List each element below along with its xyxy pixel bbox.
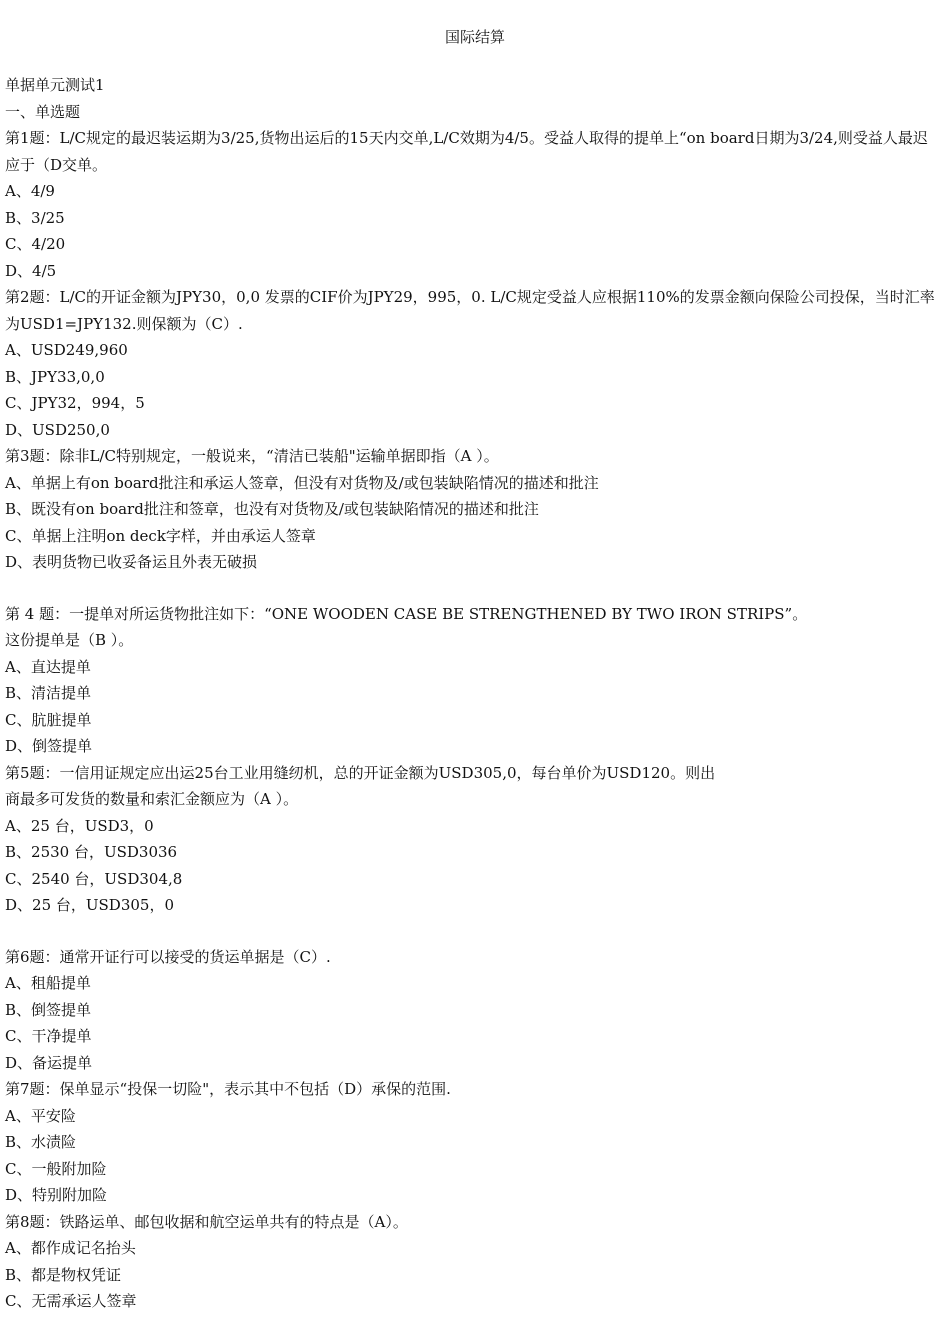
question-block	[5, 125, 940, 284]
answer-option: C、JPY32，994，5	[5, 394, 145, 412]
part-heading: 一、单选题	[5, 102, 81, 121]
answer-option: D、倒签提单	[5, 737, 93, 755]
answer-option: B、既没有on board批注和签章，也没有对货物及/或包装缺陷情况的描述和批注	[5, 500, 539, 518]
answer-option: B、都是物权凭证	[5, 1265, 122, 1284]
spacer	[5, 576, 940, 601]
question-stem-continued: 这份提单是（B ）。	[5, 631, 134, 649]
question-block	[5, 601, 940, 760]
question-block	[5, 443, 940, 576]
question-block	[5, 1076, 940, 1209]
answer-option: A、都作成记名抬头	[5, 1239, 136, 1257]
answer-option: C、单据上注明on deck字样，并由承运人签章	[5, 526, 316, 545]
answer-option: A、平安险	[5, 1106, 76, 1125]
answer-option: D、4/5	[5, 261, 57, 280]
answer-option: A、租船提单	[5, 974, 91, 992]
question-stem: 第 4 题：一提单对所运货物批注如下：“ONE WOODEN CASE BE STRENGTHENED BY TWO IRON STRIPS”。	[5, 604, 808, 623]
answer-option: D、USD250,0	[5, 420, 110, 439]
answer-option: C、肮脏提单	[5, 710, 92, 729]
question-block	[5, 1209, 940, 1315]
question-block	[5, 944, 940, 1077]
document-title: 国际结算	[444, 28, 505, 46]
document-body	[5, 72, 940, 1315]
answer-option: B、水渍险	[5, 1133, 77, 1151]
answer-option: C、2540 台，USD304,8	[5, 869, 183, 888]
answer-option: A、USD249,960	[5, 341, 128, 359]
question-block	[5, 284, 940, 443]
answer-option: A、单据上有on board批注和承运人签章，但没有对货物及/或包装缺陷情况的描述和批注	[5, 473, 599, 492]
answer-option: D、表明货物已收妥备运且外表无破损	[5, 553, 258, 571]
answer-option: B、3/25	[5, 208, 65, 227]
question-stem: 第8题：铁路运单、邮包收据和航空运单共有的特点是（A）。	[5, 1212, 408, 1231]
section-heading: 单据单元测试1	[5, 76, 105, 94]
answer-option: C、无需承运人签章	[5, 1292, 137, 1310]
question-stem: 第5题：一信用证规定应出运25台工业用缝纫机，总的开证金额为USD305,0，每台单价为USD120。则出	[5, 763, 716, 782]
question-block	[5, 760, 940, 919]
answer-option: B、JPY33,0,0	[5, 367, 105, 386]
question-stem: 第6题：通常开证行可以接受的货运单据是（C）.	[5, 947, 331, 966]
question-stem: 第3题：除非L/C特别规定，一般说来，“清洁已装船"运输单据即指（A ）。	[5, 447, 499, 465]
answer-option: D、25 台，USD305，0	[5, 896, 174, 914]
question-stem: 第1题：L/C规定的最迟装运期为3/25,货物出运后的15天内交单,L/C效期为4/5。受益人取得的提单上“on board日期为3/24,则受益人最迟应于（D交单。	[5, 129, 928, 174]
answer-option: B、2530 台，USD3036	[5, 843, 178, 861]
answer-option: A、4/9	[5, 182, 55, 200]
answer-option: C、4/20	[5, 235, 66, 253]
answer-option: C、干净提单	[5, 1027, 92, 1045]
answer-option: B、清洁提单	[5, 684, 92, 702]
answer-option: A、25 台，USD3，0	[5, 816, 154, 835]
answer-option: D、备运提单	[5, 1053, 93, 1072]
answer-option: D、特别附加险	[5, 1186, 108, 1204]
answer-option: B、倒签提单	[5, 1000, 92, 1019]
question-stem: 第2题：L/C的开证金额为JPY30，0,0 发票的CIF价为JPY29，995，0. L/C规定受益人应根据110%的发票金额向保险公司投保，当时汇率为USD1=JPY132.则保额为（C）.	[5, 288, 935, 333]
spacer	[5, 919, 940, 944]
answer-option: C、一般附加险	[5, 1159, 107, 1178]
question-stem-continued: 商最多可发货的数量和索汇金额应为（A ）。	[5, 790, 299, 808]
answer-option: A、直达提单	[5, 657, 91, 676]
question-stem: 第7题：保单显示“投保一切险"，表示其中不包括（D）承保的范围.	[5, 1080, 451, 1098]
